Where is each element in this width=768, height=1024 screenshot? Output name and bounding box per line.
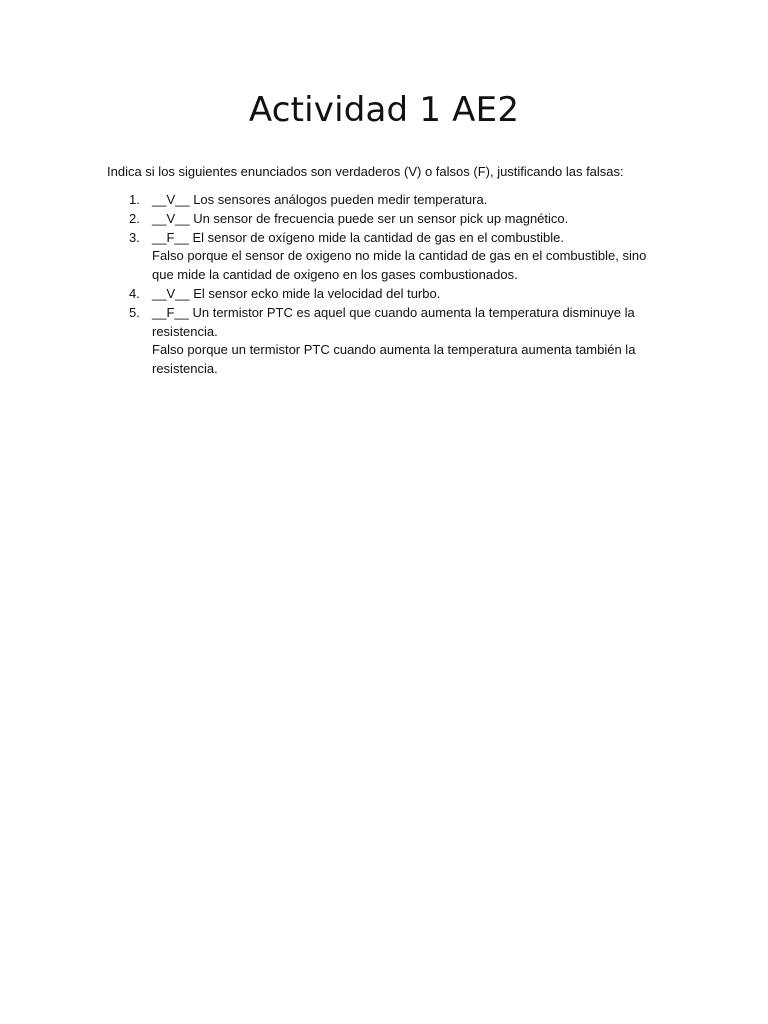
question-item-2 xyxy=(107,210,667,229)
question-item-1 xyxy=(107,191,667,210)
instructions-text: Indica si los siguientes enunciados son verdaderos (V) o falsos (F), justificando las falsas: xyxy=(107,164,624,179)
question-text: __V__ Un sensor de frecuencia puede ser un sensor pick up magnético. xyxy=(152,210,569,226)
question-item-5 xyxy=(107,304,667,379)
question-text: __V__ Los sensores análogos pueden medir temperatura. xyxy=(152,192,488,207)
document-title: Actividad 1 AE2 xyxy=(248,90,520,130)
question-text: __F__ El sensor de oxígeno mide la cantidad de gas en el combustible. xyxy=(152,229,564,245)
question-text: __V__ El sensor ecko mide la velocidad del turbo. xyxy=(152,285,441,301)
question-number: 2. xyxy=(129,210,140,226)
question-number: 3. xyxy=(129,229,140,245)
question-text: __F__ Un termistor PTC es aquel que cuando aumenta la temperatura disminuye la resistencia. xyxy=(152,304,635,339)
question-number: 4. xyxy=(129,285,140,301)
question-number: 1. xyxy=(129,192,140,207)
questions-list xyxy=(107,191,667,379)
justification-text: Falso porque un termistor PTC cuando aumenta la temperatura aumenta también la resistencia. xyxy=(152,342,636,377)
justification-text: Falso porque el sensor de oxigeno no mide la cantidad de gas en el combustible, sino que mide la cantidad de oxigeno en los gases combustionados. xyxy=(152,248,647,283)
question-item-3 xyxy=(107,229,667,285)
question-item-4 xyxy=(107,285,667,304)
question-number: 5. xyxy=(129,304,140,320)
